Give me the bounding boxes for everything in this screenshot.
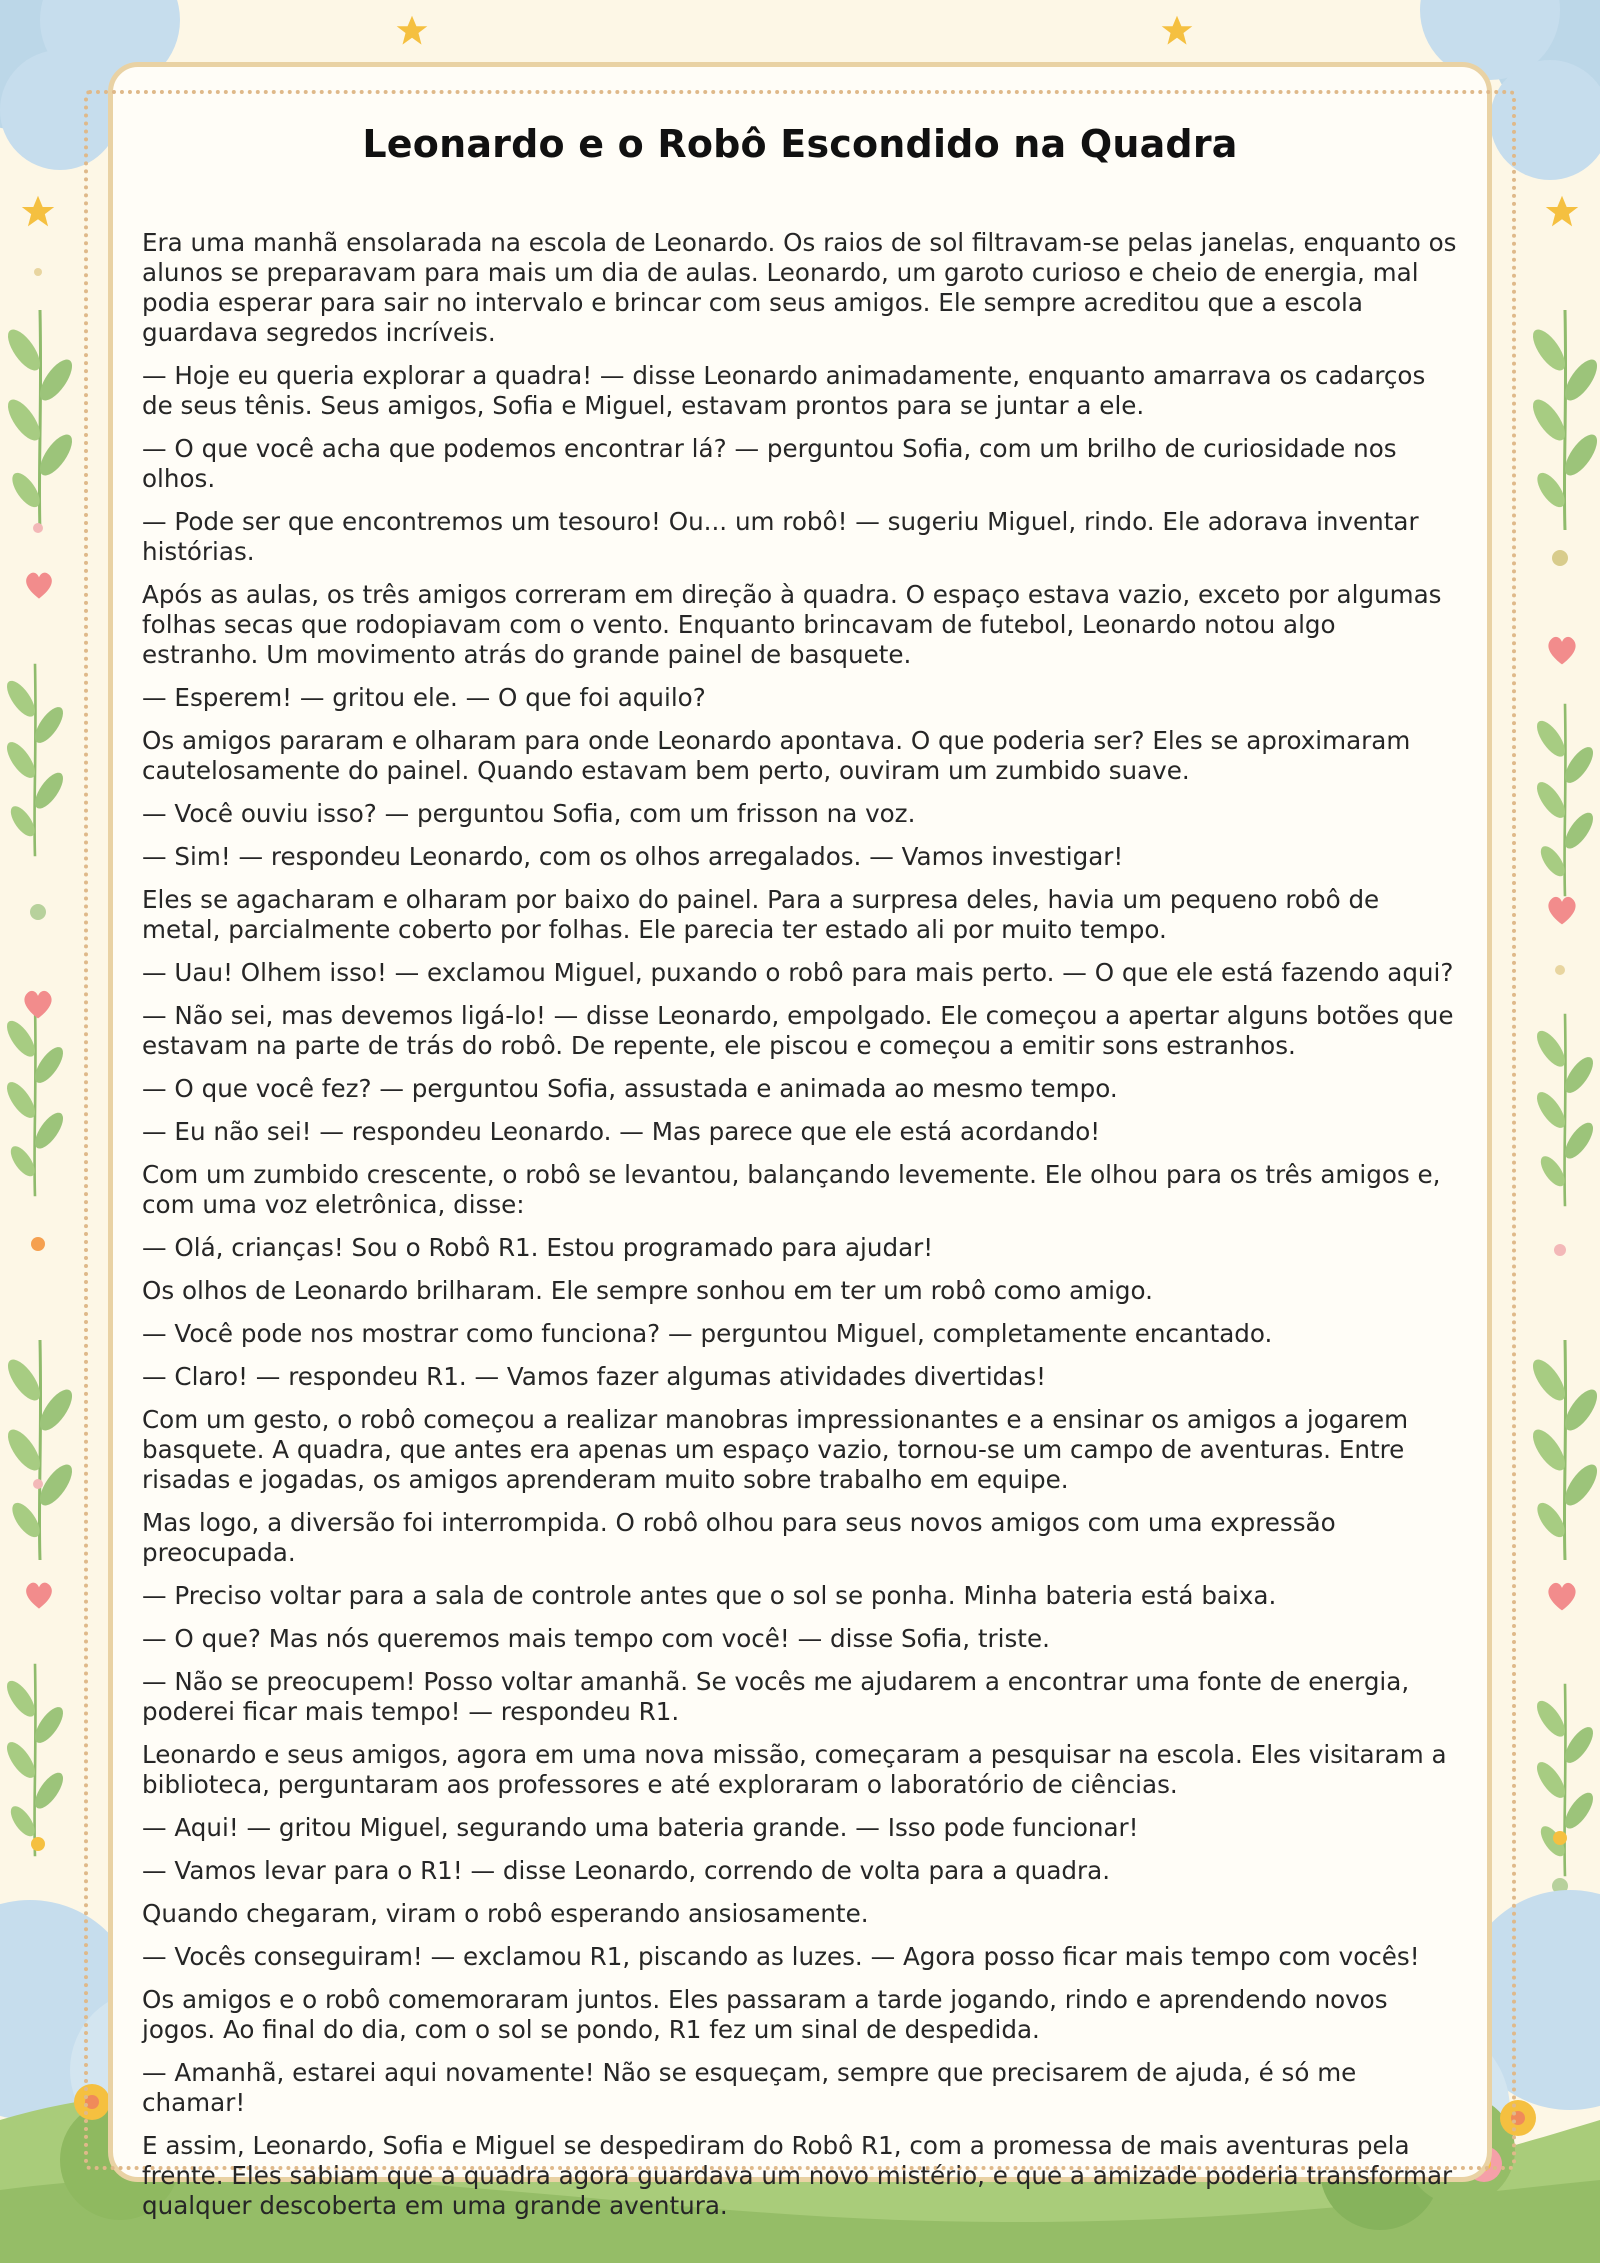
star-icon — [22, 196, 54, 227]
paragraph: — Pode ser que encontremos um tesouro! Ou... um robô! — sugeriu Miguel, rindo. Ele adorava inventar histórias. — [142, 507, 1419, 566]
heart-icon — [1548, 897, 1575, 925]
paragraph: — Sim! — respondeu Leonardo, com os olhos arregalados. — Vamos investigar! — [142, 842, 1124, 871]
paragraph: — Aqui! — gritou Miguel, segurando uma bateria grande. — Isso pode funcionar! — [142, 1813, 1139, 1842]
leaf-sprig-icon — [1527, 310, 1600, 530]
leaf-sprig-icon — [1532, 704, 1598, 897]
paragraph: Era uma manhã ensolarada na escola de Leonardo. Os raios de sol filtravam-se pelas janelas, enquanto os alunos se preparavam para mais um dia de aulas. Leonardo, um garoto curioso e cheio de energia, mal podia esperar para sair no intervalo e brincar com seus amigos. Ele sempre acreditou que a escola guardava segredos incríveis. — [142, 228, 1457, 347]
leaf-sprig-icon — [2, 1004, 68, 1197]
paragraph: Com um gesto, o robô começou a realizar manobras impressionantes e a ensinar os amigos a jogarem basquete. A quadra, que antes era apenas um espaço vazio, tornou-se um campo de aventuras. Entre risadas e jogadas, os amigos aprenderam muito sobre trabalho em equipe. — [142, 1405, 1409, 1494]
paragraph: Após as aulas, os três amigos correram em direção à quadra. O espaço estava vazio, exceto por algumas folhas secas que rodopiavam com o vento. Enquanto brincavam de futebol, Leonardo notou algo estranho. Um movimento atrás do grande painel de basquete. — [142, 580, 1442, 669]
leaf-sprig-icon — [1527, 1340, 1600, 1560]
paragraph: Os amigos e o robô comemoraram juntos. Eles passaram a tarde jogando, rindo e aprendendo novos jogos. Ao final do dia, com o sol se pondo, R1 fez um sinal de despedida. — [142, 1985, 1388, 2044]
paragraph: — O que você acha que podemos encontrar lá? — perguntou Sofia, com um brilho de curiosidade nos olhos. — [142, 434, 1397, 493]
star-icon — [1546, 196, 1578, 227]
paragraph: — Você ouviu isso? — perguntou Sofia, com um frisson na voz. — [142, 799, 916, 828]
heart-icon — [26, 1583, 52, 1609]
heart-icon — [26, 573, 52, 599]
paragraph: — Vocês conseguiram! — exclamou R1, piscando as luzes. — Agora posso ficar mais tempo com vocês! — [142, 1942, 1420, 1971]
paragraph: — Olá, crianças! Sou o Robô R1. Estou programado para ajudar! — [142, 1233, 934, 1262]
paragraph: — Amanhã, estarei aqui novamente! Não se esqueçam, sempre que precisarem de ajuda, é só me chamar! — [142, 2058, 1357, 2117]
leaf-sprig-icon — [2, 1340, 78, 1560]
paragraph: Os olhos de Leonardo brilharam. Ele sempre sonhou em ter um robô como amigo. — [142, 1276, 1153, 1305]
paragraph: — Não sei, mas devemos ligá-lo! — disse Leonardo, empolgado. Ele começou a apertar alguns botões que estavam na parte de trás do robô. De repente, ele piscou e começou a emitir sons estranhos. — [142, 1001, 1454, 1060]
paragraph: Mas logo, a diversão foi interrompida. O robô olhou para seus novos amigos com uma expressão preocupada. — [142, 1508, 1336, 1567]
leaf-sprig-icon — [2, 1664, 68, 1857]
paragraph: Eles se agacharam e olharam por baixo do painel. Para a surpresa deles, havia um pequeno robô de metal, parcialmente coberto por folhas. Ele parecia ter estado ali por muito tempo. — [142, 885, 1380, 944]
paragraph: — Vamos levar para o R1! — disse Leonardo, correndo de volta para a quadra. — [142, 1856, 1111, 1885]
story-title: Leonardo e o Robô Escondido na Quadra — [362, 122, 1238, 166]
paragraph: — Preciso voltar para a sala de controle antes que o sol se ponha. Minha bateria está baixa. — [142, 1581, 1277, 1610]
paragraph: Os amigos pararam e olharam para onde Leonardo apontava. O que poderia ser? Eles se aproximaram cautelosamente do painel. Quando estavam bem perto, ouviram um zumbido suave. — [142, 726, 1411, 785]
paragraph: — Esperem! — gritou ele. — O que foi aquilo? — [142, 683, 706, 712]
leaf-sprig-icon — [2, 664, 68, 857]
paragraph: — Hoje eu queria explorar a quadra! — disse Leonardo animadamente, enquanto amarrava os cadarços de seus tênis. Seus amigos, Sofia e Miguel, estavam prontos para se juntar a ele. — [142, 361, 1426, 420]
heart-icon — [1548, 1583, 1575, 1611]
heart-icon — [24, 991, 51, 1019]
leaf-sprig-icon — [2, 310, 78, 530]
paragraph: E assim, Leonardo, Sofia e Miguel se despediram do Robô R1, com a promessa de mais aventuras pela frente. Eles sabiam que a quadra agora guardava um novo mistério, e que a amizade poderia transformar qualquer descoberta em uma grande aventura. — [142, 2131, 1453, 2220]
story-body — [142, 228, 1458, 2234]
paragraph: Quando chegaram, viram o robô esperando ansiosamente. — [142, 1899, 869, 1928]
paragraph: — O que? Mas nós queremos mais tempo com você! — disse Sofia, triste. — [142, 1624, 1050, 1653]
paragraph: — Uau! Olhem isso! — exclamou Miguel, puxando o robô para mais perto. — O que ele está fazendo aqui? — [142, 958, 1454, 987]
paragraph: — Não se preocupem! Posso voltar amanhã. Se vocês me ajudarem a encontrar uma fonte de energia, poderei ficar mais tempo! — respondeu R1. — [142, 1667, 1410, 1726]
star-icon — [397, 16, 428, 45]
paragraph: — Você pode nos mostrar como funciona? — perguntou Miguel, completamente encantado. — [142, 1319, 1273, 1348]
paragraph: — Claro! — respondeu R1. — Vamos fazer algumas atividades divertidas! — [142, 1362, 1047, 1391]
paragraph: — O que você fez? — perguntou Sofia, assustada e animada ao mesmo tempo. — [142, 1074, 1118, 1103]
star-icon — [1162, 16, 1193, 45]
leaf-sprig-icon — [1532, 1684, 1598, 1877]
paragraph: Leonardo e seus amigos, agora em uma nova missão, começaram a pesquisar na escola. Eles visitaram a biblioteca, perguntaram aos professores e até exploraram o laboratório de ciências. — [142, 1740, 1447, 1799]
paragraph: Com um zumbido crescente, o robô se levantou, balançando levemente. Ele olhou para os três amigos e, com uma voz eletrônica, disse: — [142, 1160, 1441, 1219]
leaf-sprig-icon — [1532, 1014, 1598, 1207]
heart-icon — [1548, 637, 1575, 665]
paragraph: — Eu não sei! — respondeu Leonardo. — Mas parece que ele está acordando! — [142, 1117, 1101, 1146]
